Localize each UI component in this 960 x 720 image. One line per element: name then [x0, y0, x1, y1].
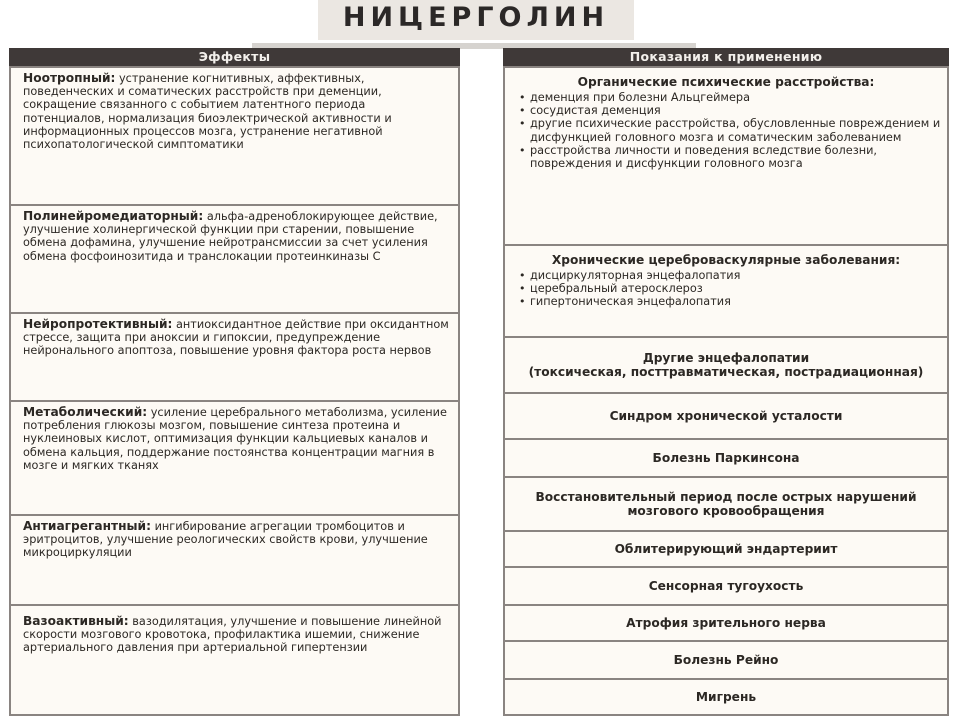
indication-title: Синдром хронической усталости: [609, 409, 843, 423]
effect-polyneuromediator: [9, 204, 460, 314]
indication-title: Болезнь Рейно: [673, 653, 779, 667]
list-item: • гипертоническая энцефалопатия: [519, 295, 941, 308]
page-title: НИЦЕРГОЛИН: [342, 2, 610, 33]
effect-text: ингибирование агрегации тромбоцитов и эритроцитов, улучшение реологических свойств крови, улучшение микроциркуляции: [23, 520, 428, 560]
indication-raynaud: [503, 640, 949, 680]
effect-nootropic: [9, 66, 460, 206]
indication-fatigue: [503, 392, 949, 440]
effect-text: устранение когнитивных, аффективных, поведенческих и соматических расстройств при деменции, сокращение связанного с событием латентного периода потенциалов, нормализация биоэлектрической активности и информационных процессов мозга, устранение негативной психопатологической симптоматики: [23, 72, 392, 152]
indication-title: Хронические цереброваскулярные заболевания:: [551, 253, 901, 267]
indication-list: [511, 269, 941, 309]
indication-title: Атрофия зрительного нерва: [626, 616, 826, 630]
indication-migraine: [503, 678, 949, 716]
effect-name: Полинейромедиаторный:: [23, 209, 204, 223]
indication-hearing-loss: [503, 566, 949, 606]
effect-neuroprotective: [9, 312, 460, 402]
list-item: • сосудистая деменция: [519, 104, 941, 117]
effect-name: Антиагрегантный:: [23, 519, 151, 533]
indication-optic-atrophy: [503, 604, 949, 642]
list-item: • дисциркуляторная энцефалопатия: [519, 269, 941, 282]
indication-recovery: [503, 476, 949, 532]
effect-antiaggregant: [9, 514, 460, 606]
effects-header: Эффекты: [9, 48, 460, 66]
indication-endarteritis: [503, 530, 949, 568]
effect-text: вазодилятация, улучшение и повышение линейной скорости мозгового кровотока, профилактика ишемии, снижение артериального давления при артериальной гипертензии: [23, 615, 442, 655]
indication-title: Облитерирующий эндартериит: [614, 542, 838, 556]
indication-subtitle: (токсическая, посттравматическая, пострадиационная): [528, 365, 924, 379]
indication-title: Болезнь Паркинсона: [652, 451, 800, 465]
indication-parkinson: [503, 438, 949, 478]
list-item: • церебральный атеросклероз: [519, 282, 941, 295]
indication-title: Мигрень: [695, 690, 757, 704]
indications-column: [503, 48, 949, 66]
indication-list: [511, 91, 941, 170]
indication-organic-disorders: [503, 66, 949, 246]
list-item: • другие психические расстройства, обусловленные повреждением и дисфункцией головного мозга и соматическим заболеванием: [519, 117, 941, 143]
effects-column: [9, 48, 460, 66]
indication-cerebrovascular: [503, 244, 949, 338]
effect-name: Ноотропный:: [23, 71, 116, 85]
list-item: • расстройства личности и поведения вследствие болезни, повреждения и дисфункции головного мозга: [519, 144, 941, 170]
effect-text: антиоксидантное действие при оксидантном стрессе, защита при аноксии и гипоксии, предупреждение нейронального апоптоза, повышение уровня фактора роста нервов: [23, 318, 449, 358]
indication-title: Другие энцефалопатии: [642, 351, 810, 365]
indication-title: Сенсорная тугоухость: [648, 579, 804, 593]
effect-metabolic: [9, 400, 460, 516]
indications-header: Показания к применению: [503, 48, 949, 66]
effect-vasoactive: [9, 604, 460, 716]
effect-name: Метаболический:: [23, 405, 148, 419]
effect-text: усиление церебрального метаболизма, усиление потребления глюкозы мозгом, повышение синтеза протеина и нуклеиновых кислот, оптимизация функции кальциевых каналов и обмена кальция, поддержание постоянства концентрации магния в мозге и мягких тканях: [23, 406, 447, 472]
title-bar: [0, 0, 960, 40]
effect-name: Нейропротективный:: [23, 317, 173, 331]
effect-text: альфа-адреноблокирующее действие, улучшение холинергической функции при старении, повышение обмена дофамина, улучшение нейротрансмиссии за счет усиления обмена фосфоинозитида и транслокации протеинкиназы С: [23, 210, 438, 263]
indication-title: Восстановительный период после острых нарушений мозгового кровообращения: [535, 490, 917, 518]
indication-encephalopathies: [503, 336, 949, 394]
effect-name: Вазоактивный:: [23, 614, 129, 628]
indication-title: Органические психические расстройства:: [577, 75, 875, 89]
list-item: • деменция при болезни Альцгеймера: [519, 91, 941, 104]
